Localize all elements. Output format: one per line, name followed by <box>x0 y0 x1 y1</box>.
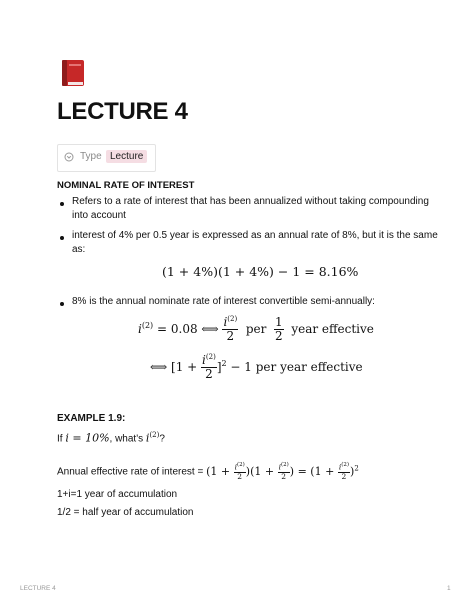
list-item: 8% is the annual nominate rate of interest convertible semi-annually: <box>72 296 375 307</box>
list-item: interest of 4% per 0.5 year is expressed as an annual rate of 8%, but it is the same as: <box>72 230 438 255</box>
type-property-label: Type <box>80 151 102 162</box>
red-book-icon <box>58 58 88 88</box>
page-title: LECTURE 4 <box>57 98 188 125</box>
section-heading: NOMINAL RATE OF INTEREST <box>57 180 195 191</box>
example-question: If i = 10%, what's $i^{(2)}$? <box>57 431 165 445</box>
example-heading: EXAMPLE 1.9: <box>57 413 126 424</box>
bullet-dot <box>60 236 64 240</box>
type-tag[interactable]: Lecture <box>106 150 147 163</box>
note-line-2: 1/2 = half year of accumulation <box>57 507 194 518</box>
type-property[interactable] <box>57 144 156 172</box>
list-item: Refers to a rate of interest that has been annualized without taking compounding into account <box>72 196 429 221</box>
bullet-dot <box>60 302 64 306</box>
select-circle-icon <box>64 152 74 162</box>
equation-2: $i^{(2)} = 0.08$ ⟺ $\frac{i^{(2)}}{2}$ per $\frac{1}{2}$ year effective <box>138 315 374 344</box>
effective-rate-line: Annual effective rate of interest = (1 + $\frac{i^{(2)}}{2}$ )(1 + $\frac{i^{(2)}}{2}$ ) = (1 + $\frac{i^{(2)}}{2}$ )$^2$ <box>57 462 359 481</box>
footer-title: LECTURE 4 <box>20 585 56 592</box>
equation-3: ⟺ [1 + $\frac{i^{(2)}}{2}$ ]$^2$ − 1 per year effective <box>150 353 363 382</box>
equation-1: (1 + 4%)(1 + 4%) − 1 = 8.16% <box>162 264 359 279</box>
note-line-1: 1+i=1 year of accumulation <box>57 489 178 500</box>
bullet-dot <box>60 202 64 206</box>
page-number: 1 <box>447 585 451 592</box>
